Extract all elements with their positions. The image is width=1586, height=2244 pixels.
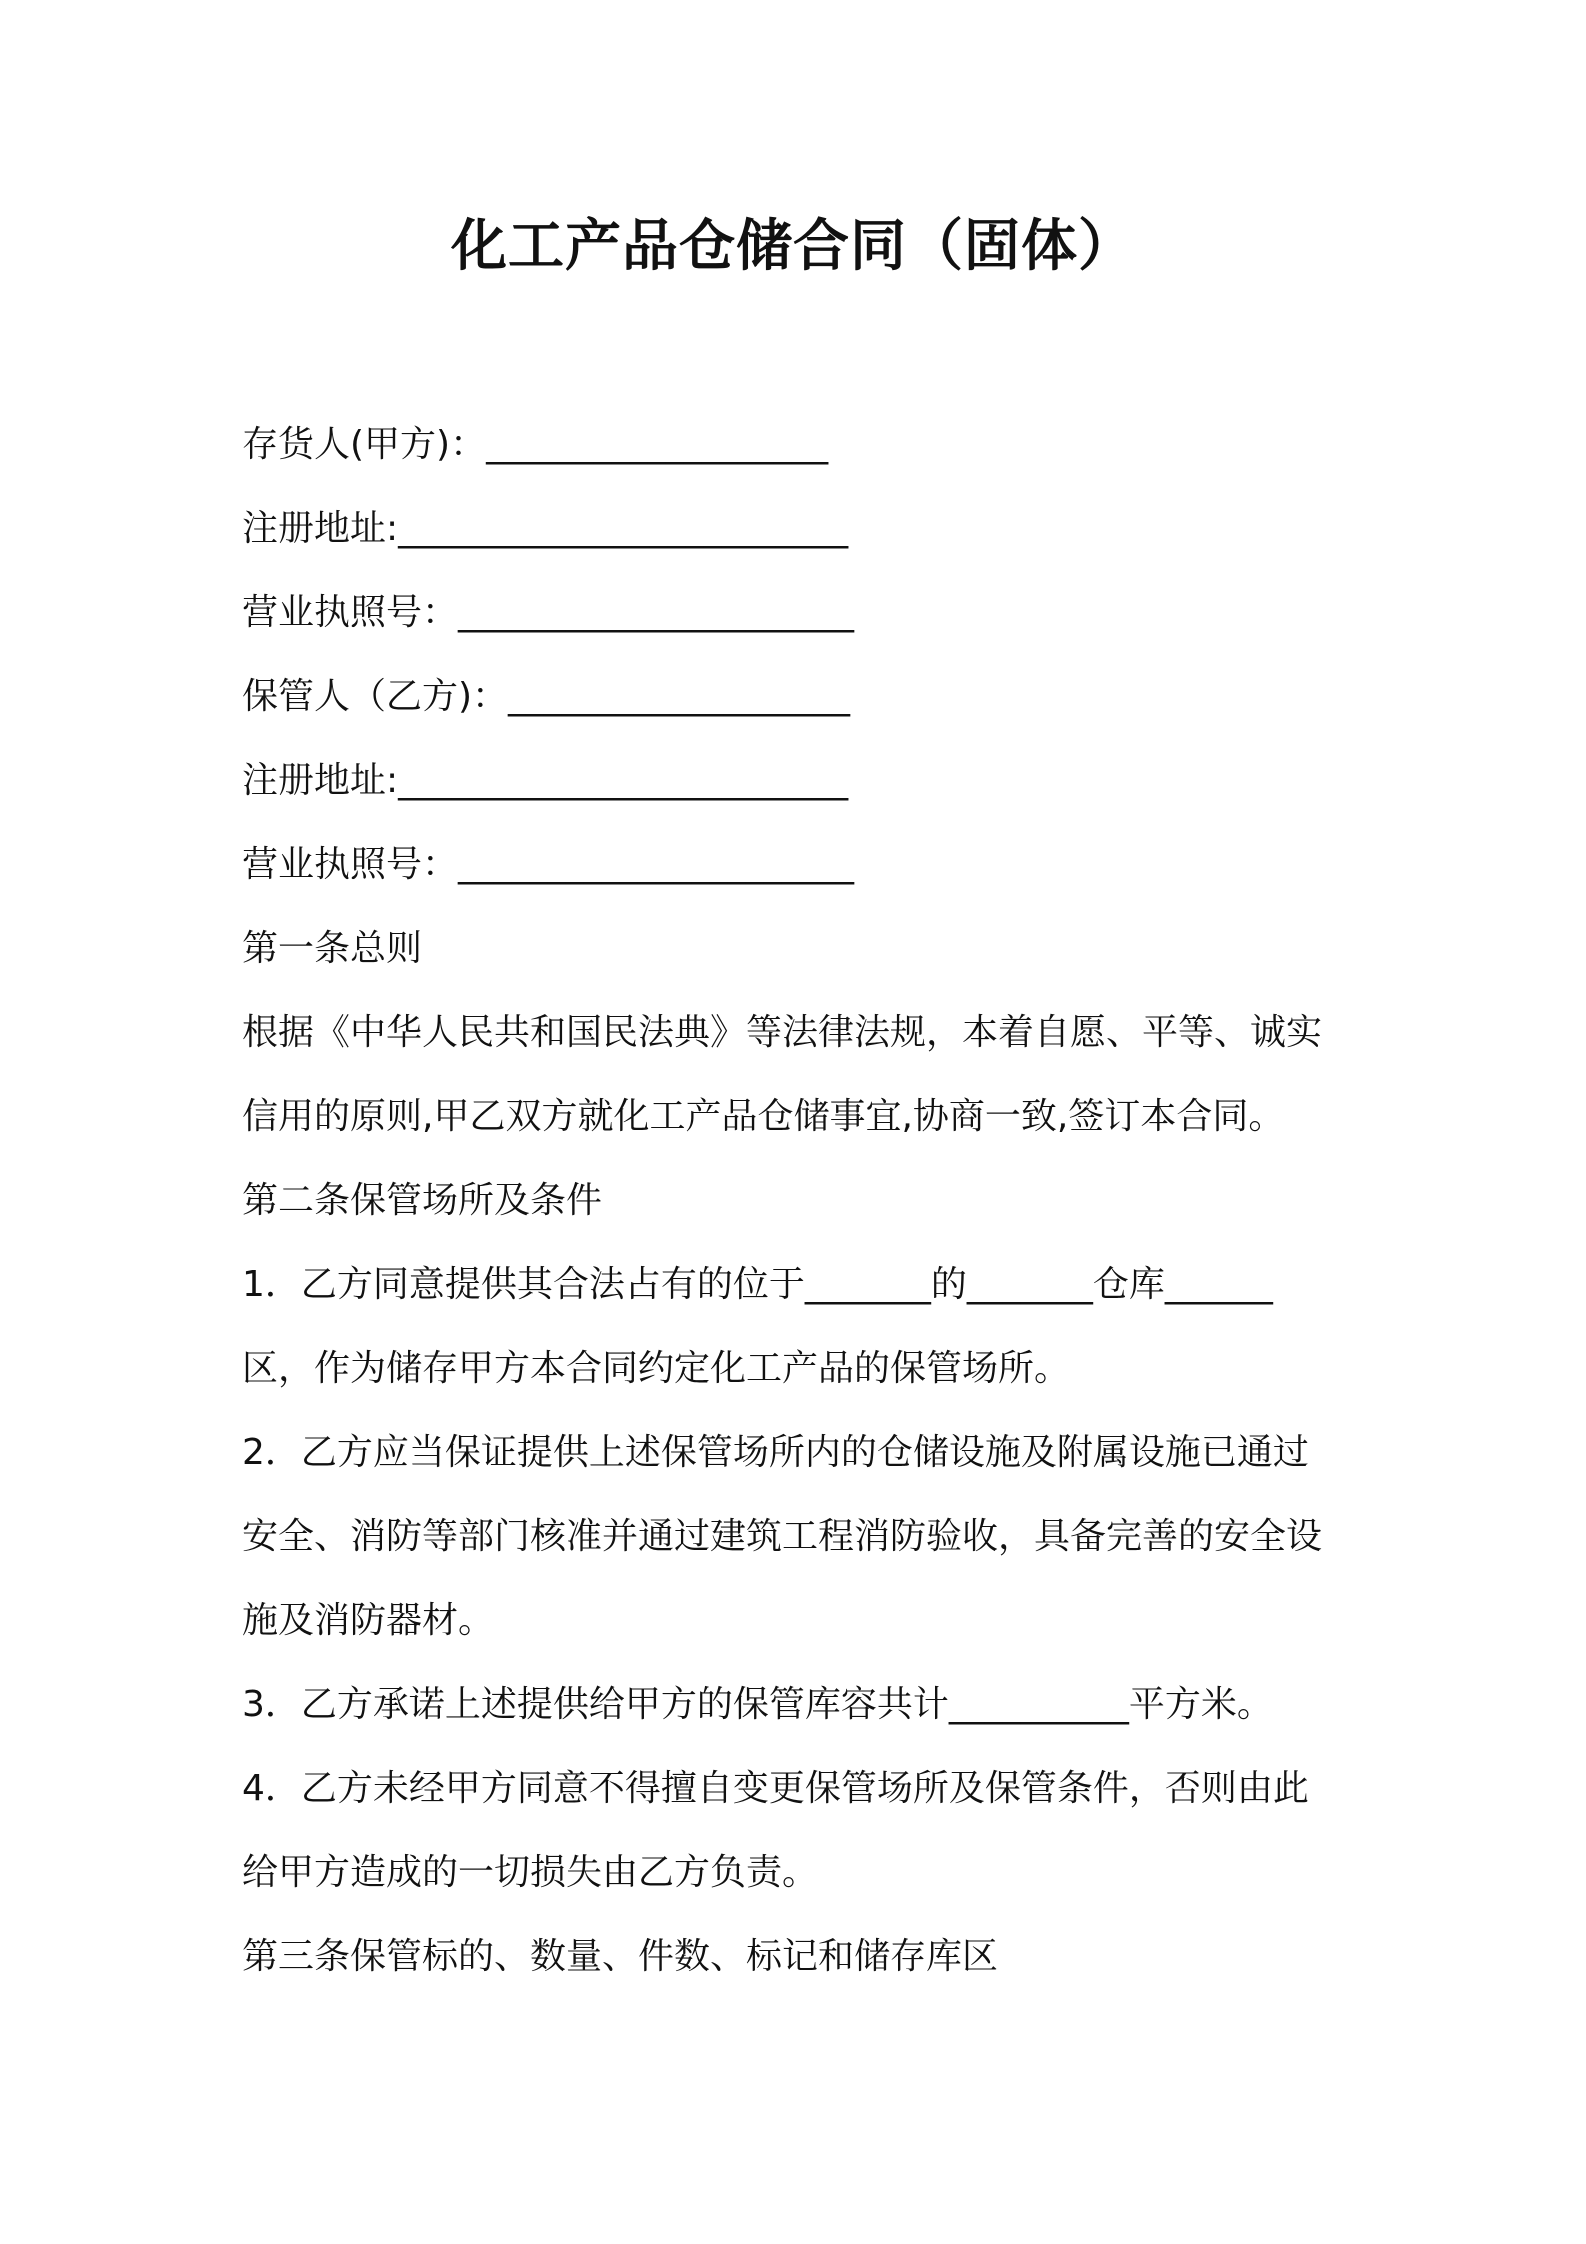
depositor-party-a-field: 存货人(甲方)：___________________	[242, 424, 829, 465]
article-2-clause-2-line: 2．乙方应当保证提供上述保管场所内的仓储设施及附属设施已通过	[242, 1432, 1309, 1473]
party-a-business-license-field: 营业执照号：______________________	[242, 592, 855, 633]
article-2-clause-1-line: 区，作为储存甲方本合同约定化工产品的保管场所。	[242, 1348, 1071, 1389]
article-1-heading: 第一条总则	[242, 928, 423, 969]
article-2-clause-2-line: 施及消防器材。	[242, 1600, 495, 1641]
custodian-party-b-field: 保管人（乙方)：___________________	[242, 676, 851, 717]
document-title: 化工产品仓储合同（固体）	[451, 214, 1135, 279]
article-2-clause-4-line: 4．乙方未经甲方同意不得擅自变更保管场所及保管条件，否则由此	[242, 1768, 1309, 1809]
party-b-registered-address-field: 注册地址:_________________________	[242, 760, 849, 801]
document-body	[242, 403, 1362, 1999]
party-a-registered-address-field: 注册地址:_________________________	[242, 508, 849, 549]
party-b-business-license-field: 营业执照号：______________________	[242, 844, 855, 885]
article-2-clause-1-line: 1．乙方同意提供其合法占有的位于_______的_______仓库______	[242, 1264, 1273, 1305]
article-1-paragraph-line: 信用的原则,甲乙双方就化工产品仓储事宜,协商一致,签订本合同。	[242, 1096, 1285, 1137]
article-2-clause-2-line: 安全、消防等部门核准并通过建筑工程消防验收，具备完善的安全设	[242, 1516, 1323, 1557]
article-2-heading: 第二条保管场所及条件	[242, 1180, 603, 1221]
article-2-clause-3-line: 3．乙方承诺上述提供给甲方的保管库容共计__________平方米。	[242, 1684, 1273, 1725]
article-1-paragraph-line: 根据《中华人民共和国民法典》等法律法规，本着自愿、平等、诚实	[242, 1012, 1323, 1053]
article-2-clause-4-line: 给甲方造成的一切损失由乙方负责。	[242, 1852, 819, 1893]
article-3-heading: 第三条保管标的、数量、件数、标记和储存库区	[242, 1936, 999, 1977]
